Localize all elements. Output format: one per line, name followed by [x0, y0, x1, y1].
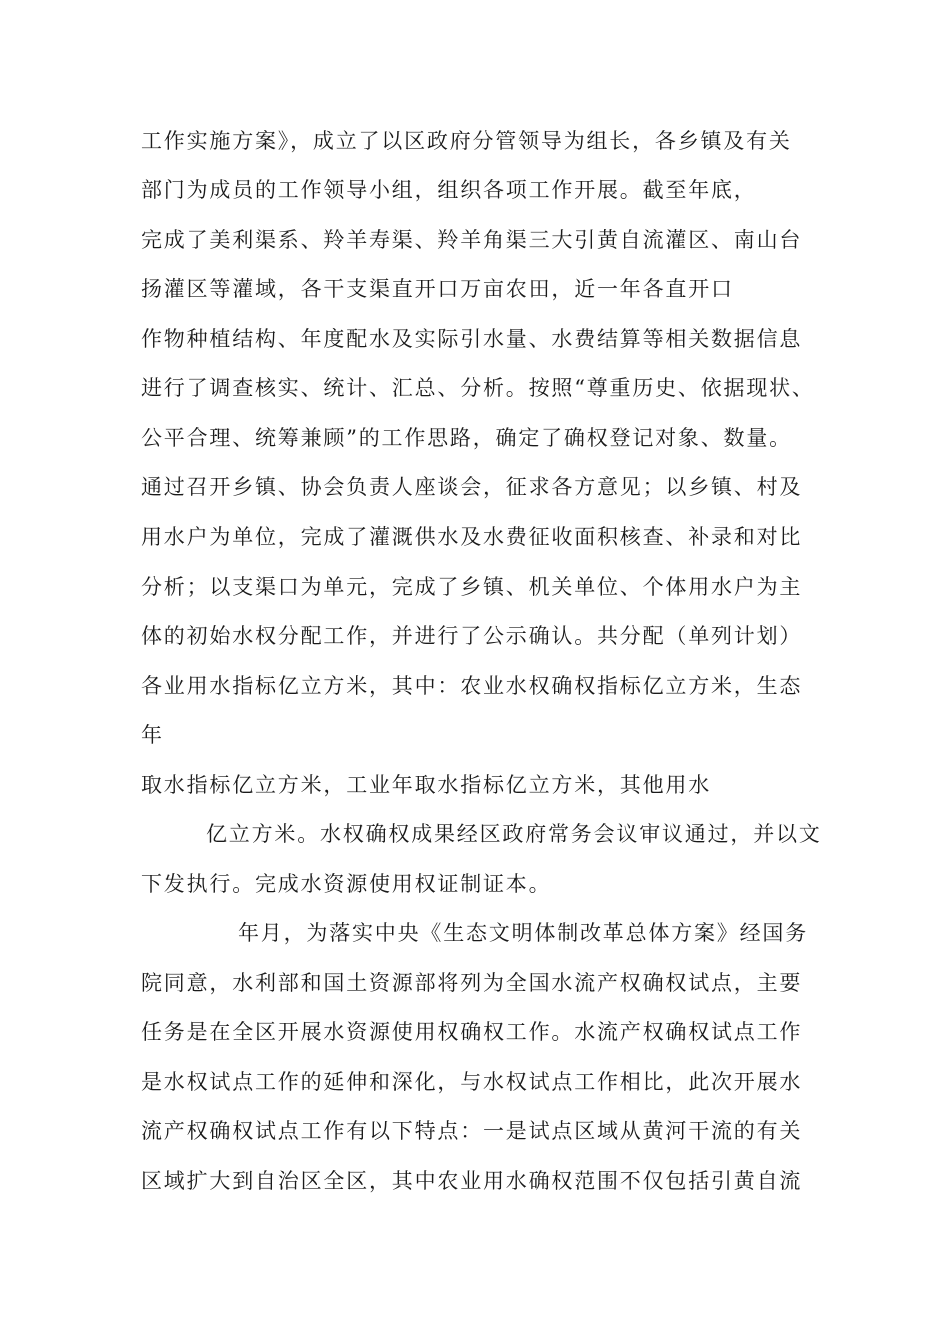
- text-line-16: 下发执行。完成水资源使用权证制证本。: [141, 872, 552, 896]
- text-line-5: 作物种植结构、年度配水及实际引水量、水费结算等相关数据信息: [141, 327, 803, 351]
- text-line-15: 亿立方米。水权确权成果经区政府常务会议审议通过，并以文: [206, 822, 822, 846]
- text-line-20: 是水权试点工作的延伸和深化，与水权试点工作相比，此次开展水: [141, 1070, 803, 1094]
- text-line-13: 年: [141, 723, 164, 747]
- text-line-7: 公平合理、统筹兼顾”的工作思路，确定了确权登记对象、数量。: [141, 426, 792, 450]
- text-line-6: 进行了调查核实、统计、汇总、分析。按照“尊重历史、依据现状、: [141, 376, 815, 400]
- text-line-14: 取水指标亿立方米，工业年取水指标亿立方米，其他用水: [141, 773, 711, 797]
- text-line-18: 院同意，水利部和国土资源部将列为全国水流产权确权试点，主要: [141, 971, 803, 995]
- text-line-12: 各业用水指标亿立方米，其中：农业水权确权指标亿立方米，生态: [141, 674, 803, 698]
- text-line-1: 工作实施方案》，成立了以区政府分管领导为组长，各乡镇及有关: [141, 129, 792, 153]
- text-line-8: 通过召开乡镇、协会负责人座谈会，征求各方意见；以乡镇、村及: [141, 475, 803, 499]
- text-line-3: 完成了美利渠系、羚羊寿渠、羚羊角渠三大引黄自流灌区、南山台: [141, 228, 803, 252]
- text-line-4: 扬灌区等灌域，各干支渠直开口万亩农田，近一年各直开口: [141, 277, 734, 301]
- text-line-10: 分析；以支渠口为单元，完成了乡镇、机关单位、个体用水户为主: [141, 575, 803, 599]
- text-line-17: 年月，为落实中央《生态文明体制改革总体方案》经国务: [238, 921, 808, 945]
- text-line-19: 任务是在全区开展水资源使用权确权工作。水流产权确权试点工作: [141, 1020, 803, 1044]
- text-line-21: 流产权确权试点工作有以下特点：一是试点区域从黄河干流的有关: [141, 1119, 803, 1143]
- text-line-9: 用水户为单位，完成了灌溉供水及水费征收面积核查、补录和对比: [141, 525, 803, 549]
- text-line-22: 区域扩大到自治区全区，其中农业用水确权范围不仅包括引黄自流: [141, 1169, 803, 1193]
- text-line-11: 体的初始水权分配工作，并进行了公示确认。共分配（单列计划）: [141, 624, 803, 648]
- text-line-2: 部门为成员的工作领导小组，组织各项工作开展。截至年底，: [141, 178, 757, 202]
